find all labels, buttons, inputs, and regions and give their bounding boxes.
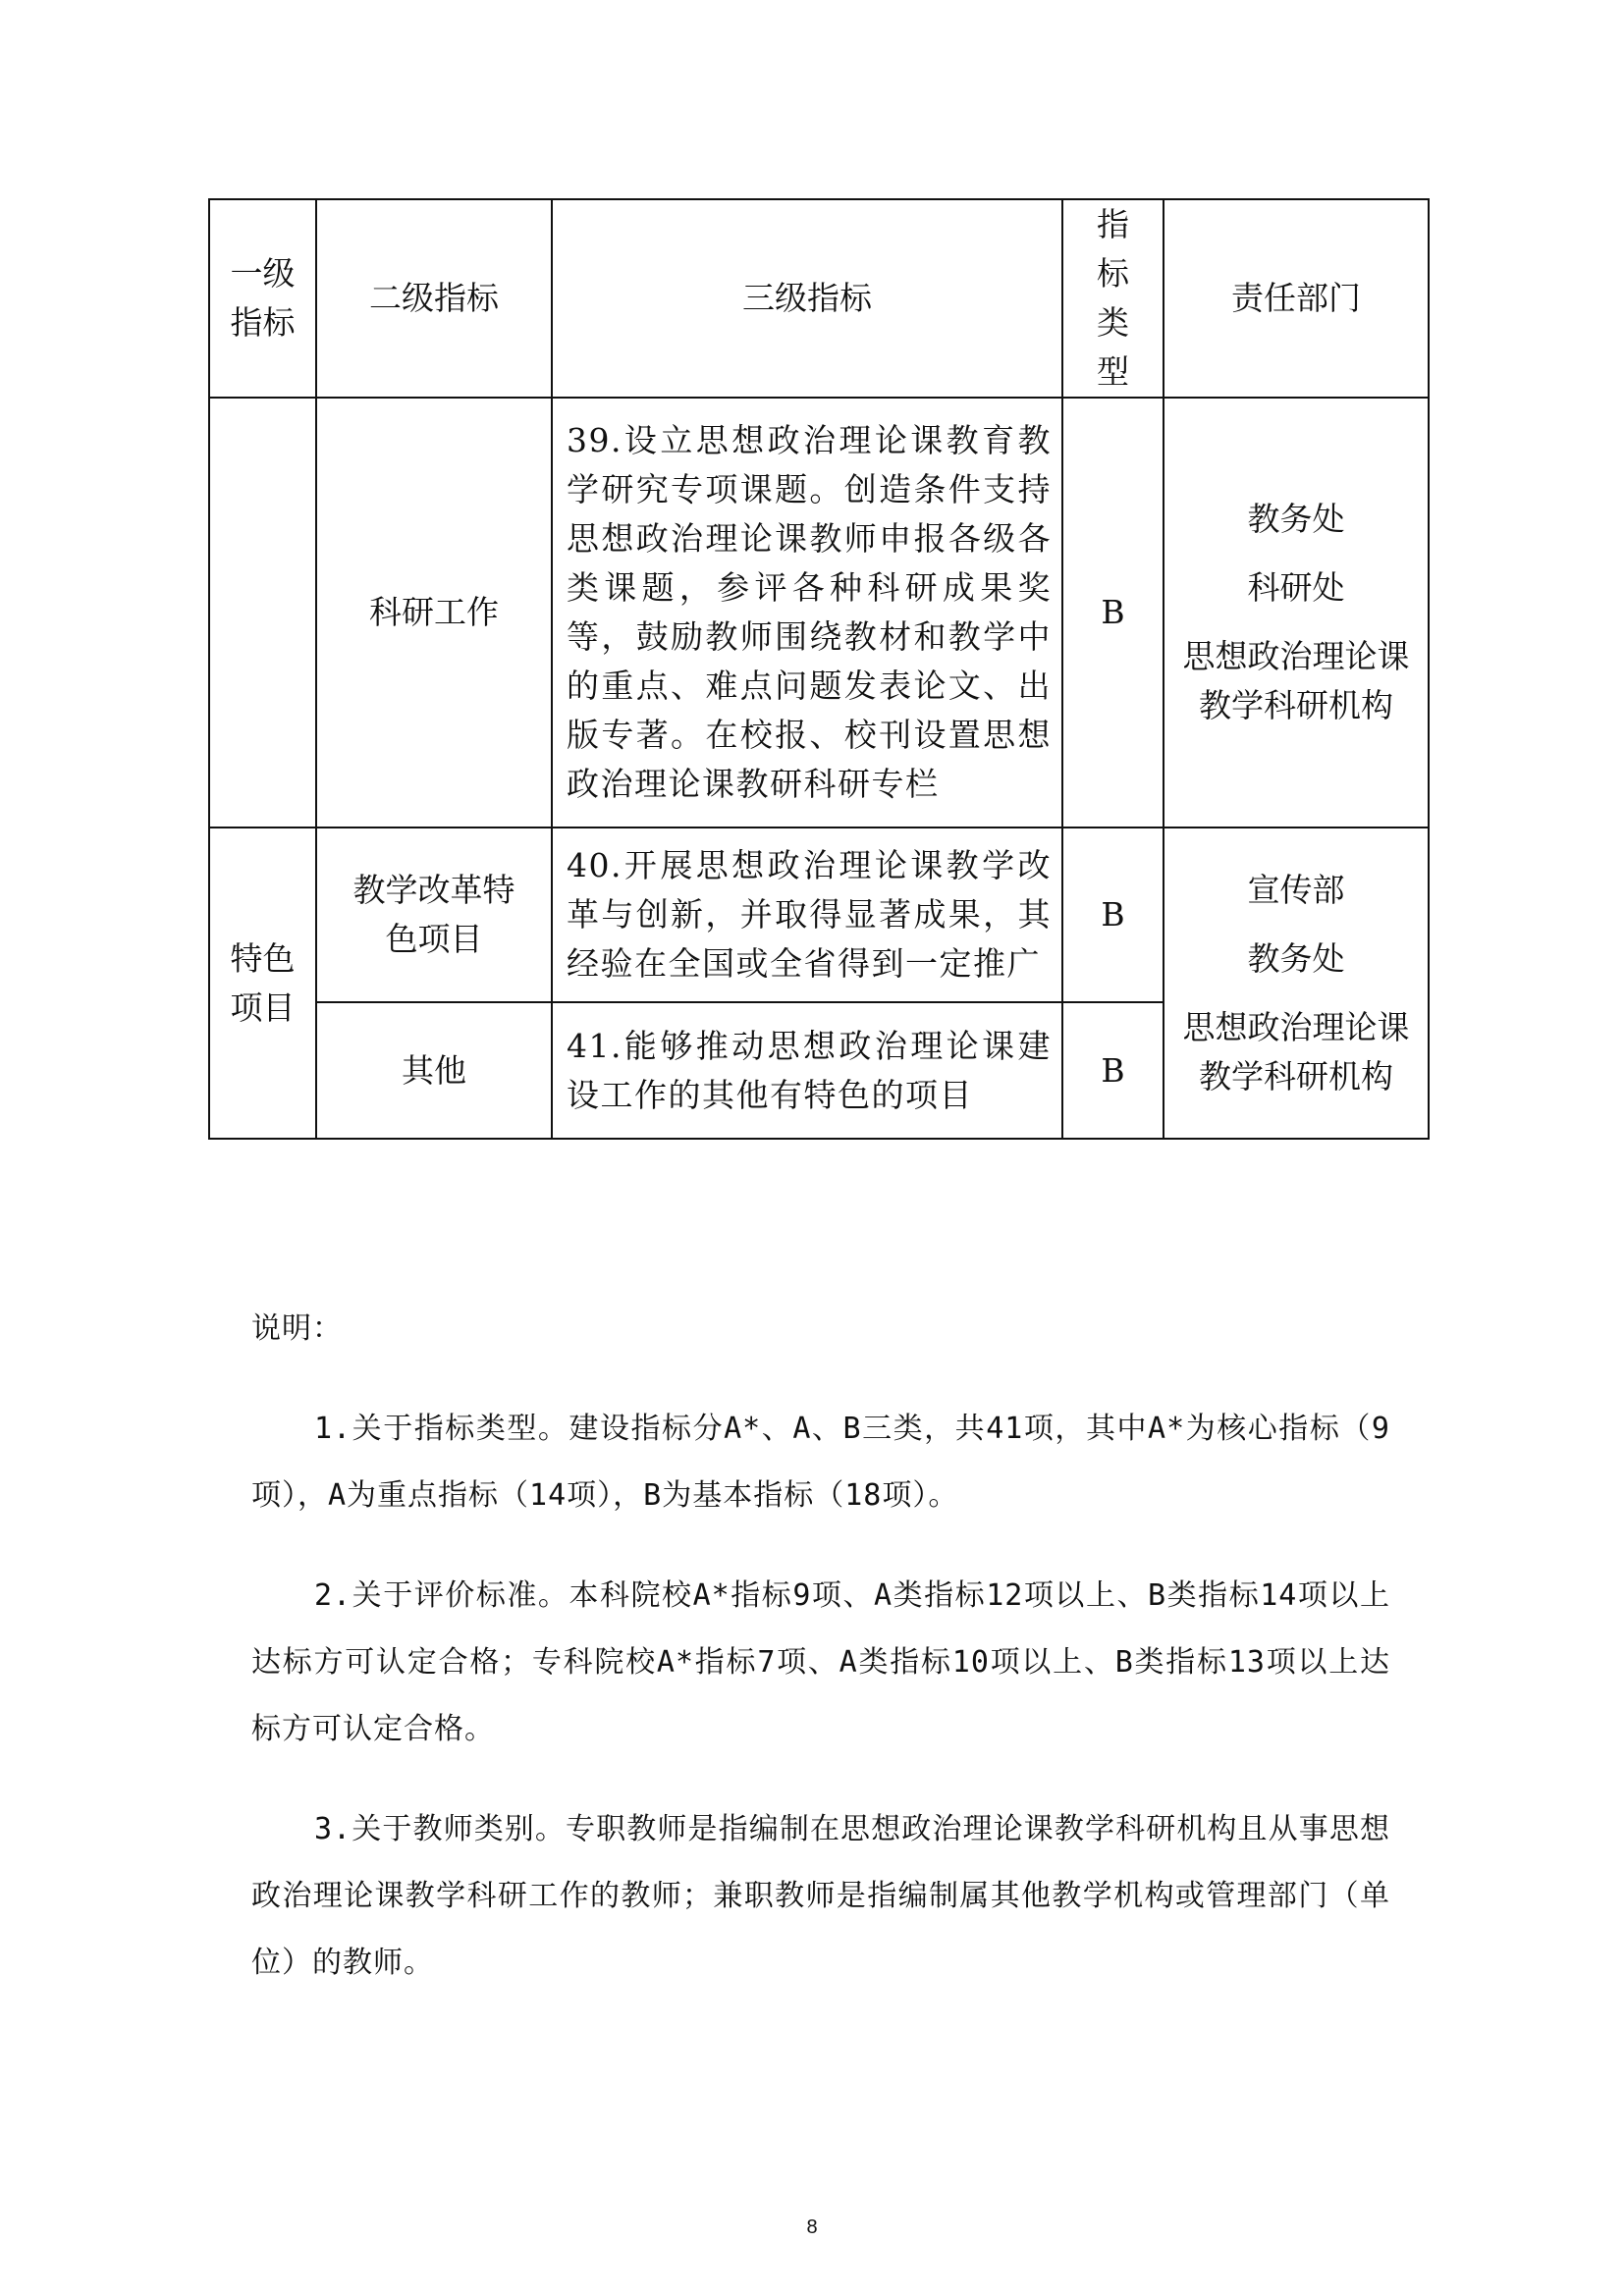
level3-cell: 39.设立思想政治理论课教育教学研究专项课题。创造条件支持思想政治理论课教师申报各级各类课题，参评各种科研成果奖等，鼓励教师围绕教材和教学中的重点、难点问题发表论文、出版专著。在校报、校刊设置思想政治理论课教研科研专栏 xyxy=(552,398,1062,828)
indicator-table xyxy=(208,198,1430,1140)
level2-cell: 教学改革特色项目 xyxy=(316,828,552,1002)
dept-name: 教务处 xyxy=(1247,500,1345,538)
level1-cell: 特色项目 xyxy=(209,828,316,1139)
notes-paragraph: 1.关于指标类型。建设指标分A*、A、B三类，共41项，其中A*为核心指标（9项），A为重点指标（14项），B为基本指标（18项）。 xyxy=(251,1412,1390,1513)
dept-name: 思想政治理论课教学科研机构 xyxy=(1182,1007,1410,1095)
level3-cell: 41.能够推动思想政治理论课建设工作的其他有特色的项目 xyxy=(552,1002,1062,1139)
notes-section xyxy=(251,1296,1390,2030)
header-level1: 一级指标 xyxy=(209,199,316,398)
header-level2: 二级指标 xyxy=(316,199,552,398)
level3-cell: 40.开展思想政治理论课教学改革与创新，并取得显著成果，其经验在全国或全省得到一定推广 xyxy=(552,828,1062,1002)
dept-name: 思想政治理论课教学科研机构 xyxy=(1182,637,1410,724)
notes-paragraph: 2.关于评价标准。本科院校A*指标9项、A类指标12项以上、B类指标14项以上达标方可认定合格；专科院校A*指标7项、A类指标10项以上、B类指标13项以上达标方可认定合格。 xyxy=(251,1578,1390,1746)
dept-name: 科研处 xyxy=(1247,568,1345,607)
type-cell: B xyxy=(1062,1002,1164,1139)
notes-heading: 说明： xyxy=(251,1311,343,1346)
header-dept: 责任部门 xyxy=(1164,199,1429,398)
dept-cell xyxy=(1164,398,1429,828)
table-row xyxy=(209,828,1429,1002)
level1-cell-empty xyxy=(209,398,316,828)
level2-cell: 科研工作 xyxy=(316,398,552,828)
dept-name: 宣传部 xyxy=(1247,870,1345,909)
type-cell: B xyxy=(1062,828,1164,1002)
level2-cell: 其他 xyxy=(316,1002,552,1139)
notes-paragraph: 3.关于教师类别。专职教师是指编制在思想政治理论课教学科研机构且从事思想政治理论课教学科研工作的教师；兼职教师是指编制属其他教学机构或管理部门（单位）的教师。 xyxy=(251,1812,1390,1980)
dept-name: 教务处 xyxy=(1247,938,1345,978)
dept-cell xyxy=(1164,828,1429,1139)
table-header-row xyxy=(209,199,1429,398)
type-cell: B xyxy=(1062,398,1164,828)
header-level3: 三级指标 xyxy=(552,199,1062,398)
table-row xyxy=(209,398,1429,828)
header-type: 指标类型 xyxy=(1062,199,1164,398)
page-number: 8 xyxy=(806,2216,818,2238)
